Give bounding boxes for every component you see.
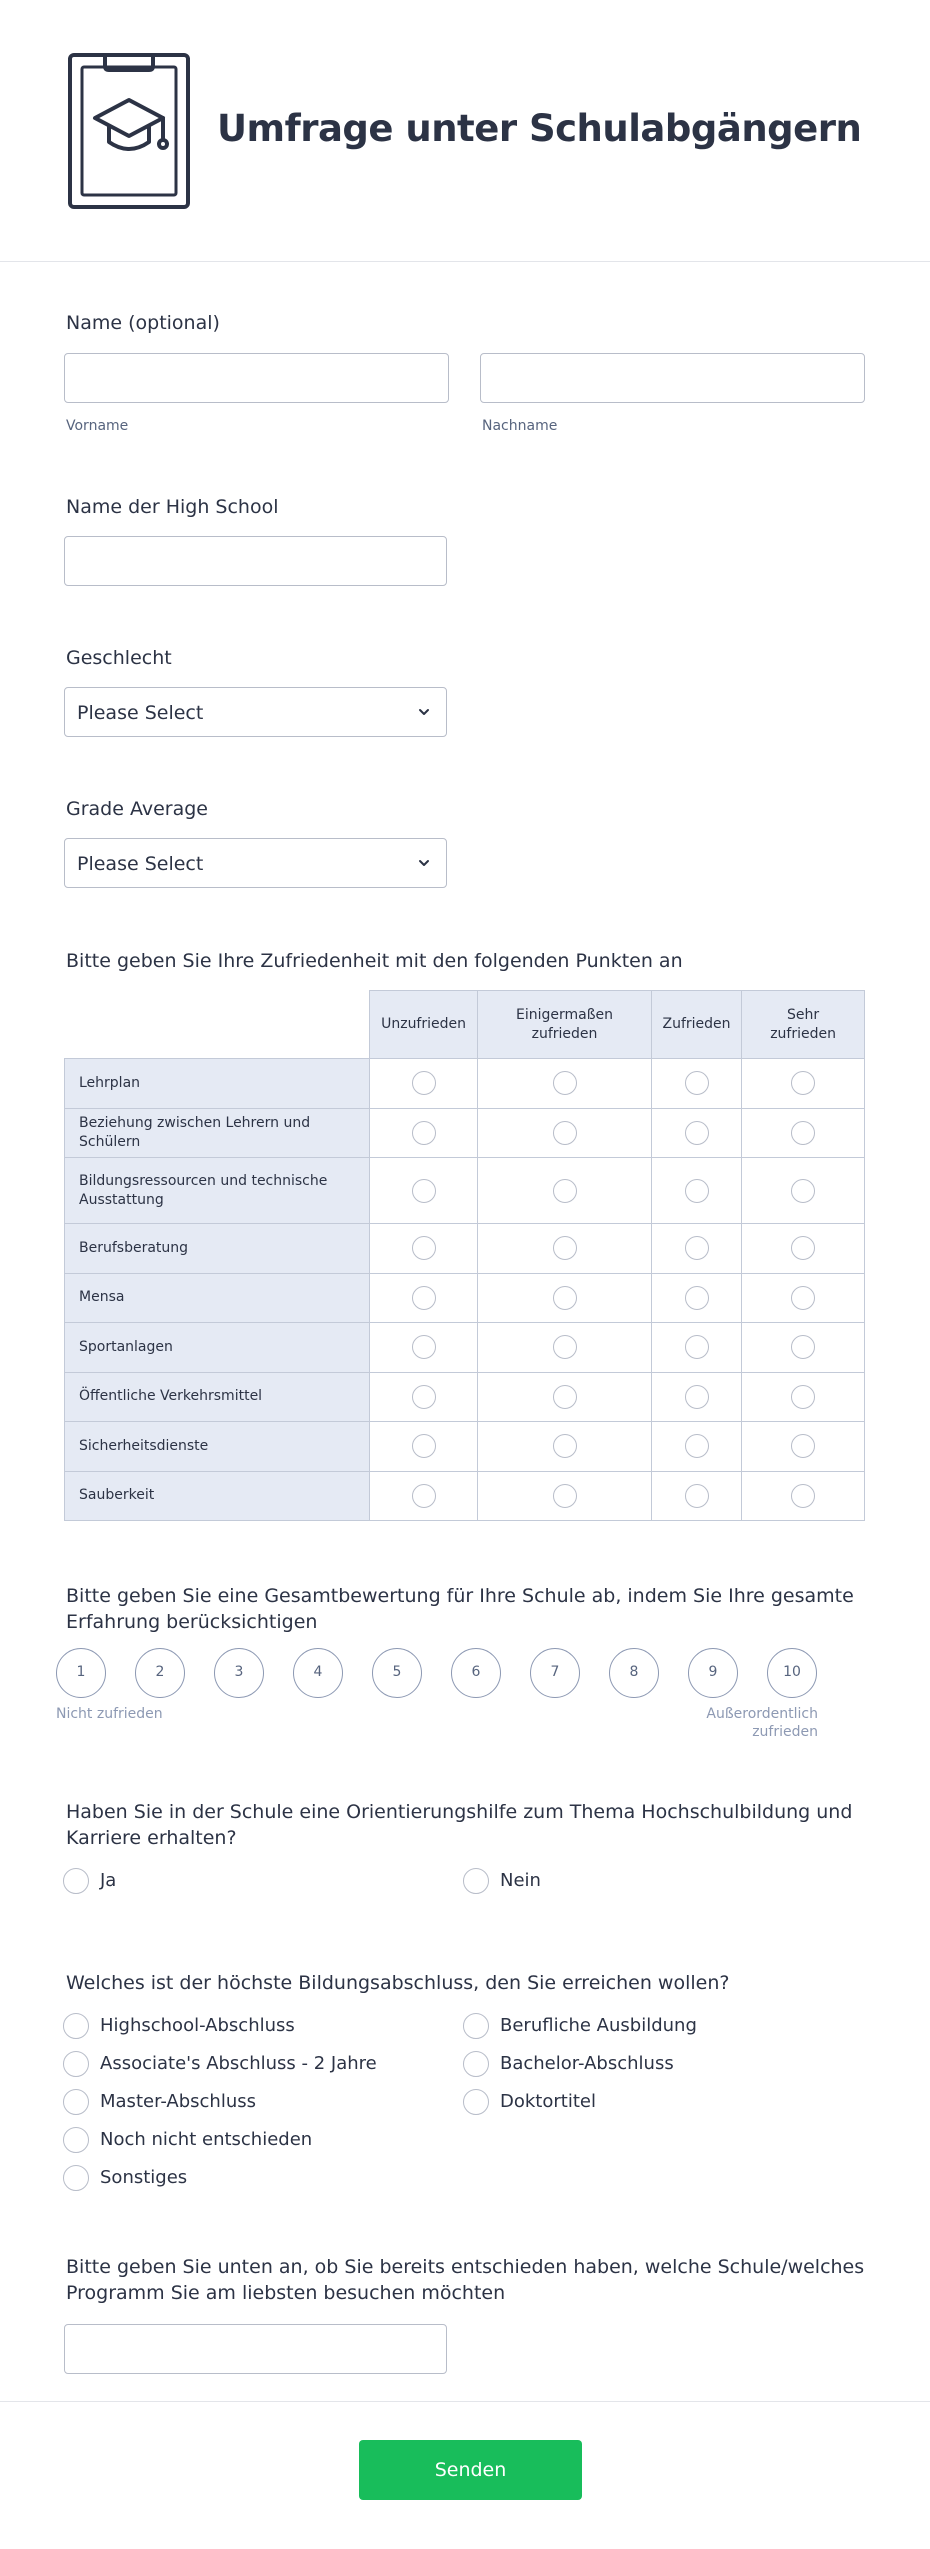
matrix-col-header: Unzufrieden (369, 991, 477, 1059)
matrix-radio[interactable] (553, 1236, 577, 1260)
rating-option[interactable]: 10 (767, 1648, 817, 1698)
radio-circle[interactable] (463, 1868, 489, 1894)
matrix-col-header: Einigermaßen zufrieden (478, 991, 652, 1059)
matrix-radio[interactable] (412, 1071, 436, 1095)
matrix-radio[interactable] (412, 1121, 436, 1145)
matrix-row-label: Beziehung zwischen Lehrern und Schülern (65, 1108, 370, 1158)
matrix-row-label: Sportanlagen (65, 1323, 370, 1373)
gender-select-value: Please Select (77, 702, 204, 724)
matrix-row-label: Mensa (65, 1273, 370, 1323)
gender-label: Geschlecht (66, 647, 172, 669)
gender-select[interactable] (64, 687, 447, 737)
matrix-row-label: Berufsberatung (65, 1224, 370, 1274)
matrix-radio[interactable] (791, 1121, 815, 1145)
matrix-radio[interactable] (685, 1335, 709, 1359)
option-label: Doktortitel (500, 2091, 596, 2112)
radio-circle[interactable] (463, 2089, 489, 2115)
matrix-radio[interactable] (412, 1236, 436, 1260)
matrix-row-label: Öffentliche Verkehrsmittel (65, 1372, 370, 1422)
chevron-down-icon (416, 704, 432, 720)
option-label: Bachelor-Abschluss (500, 2053, 674, 2074)
matrix-radio[interactable] (553, 1385, 577, 1409)
matrix-radio[interactable] (553, 1434, 577, 1458)
rating-option[interactable]: 8 (609, 1648, 659, 1698)
radio-circle[interactable] (63, 2165, 89, 2191)
rating-label: Bitte geben Sie eine Gesamtbewertung für Ihre Schule ab, indem Sie Ihre gesamte Erfahrung berücksichtigen (66, 1585, 854, 1633)
guidance-label: Haben Sie in der Schule eine Orientierungshilfe zum Thema Hochschulbildung und Karriere erhalten? (66, 1801, 853, 1849)
matrix-radio[interactable] (685, 1071, 709, 1095)
matrix-radio[interactable] (791, 1236, 815, 1260)
matrix-radio[interactable] (791, 1434, 815, 1458)
radio-circle[interactable] (63, 2051, 89, 2077)
option-label: Master-Abschluss (100, 2091, 257, 2112)
rating-high-label: Außerordentlich zufrieden (706, 1706, 818, 1740)
rating-option[interactable]: 1 (56, 1648, 106, 1698)
radio-circle[interactable] (63, 1868, 89, 1894)
matrix-radio[interactable] (685, 1236, 709, 1260)
matrix-radio[interactable] (553, 1286, 577, 1310)
matrix-row-label: Sauberkeit (65, 1471, 370, 1521)
option-label: Ja (100, 1870, 117, 1891)
grade-label: Grade Average (66, 798, 208, 820)
satisfaction-matrix (64, 990, 865, 1521)
matrix-radio[interactable] (685, 1286, 709, 1310)
matrix-radio[interactable] (791, 1484, 815, 1508)
form-footer (0, 2401, 930, 2549)
matrix-radio[interactable] (791, 1286, 815, 1310)
matrix-radio[interactable] (791, 1179, 815, 1203)
option-label: Berufliche Ausbildung (500, 2015, 697, 2036)
matrix-radio[interactable] (412, 1385, 436, 1409)
satisfaction-label: Bitte geben Sie Ihre Zufriedenheit mit den folgenden Punkten an (66, 950, 683, 972)
first-name-input[interactable] (64, 353, 449, 403)
matrix-radio[interactable] (553, 1121, 577, 1145)
submit-button[interactable]: Senden (359, 2440, 582, 2500)
matrix-radio[interactable] (685, 1121, 709, 1145)
rating-option[interactable]: 2 (135, 1648, 185, 1698)
option-label: Sonstiges (100, 2167, 188, 2188)
highschool-input[interactable] (64, 536, 447, 586)
form-title: Umfrage unter Schulabgängern (217, 107, 862, 150)
graduation-clipboard-icon (67, 52, 191, 210)
radio-circle[interactable] (463, 2051, 489, 2077)
rating-option[interactable]: 9 (688, 1648, 738, 1698)
option-label: Noch nicht entschieden (100, 2129, 313, 2150)
matrix-radio[interactable] (553, 1071, 577, 1095)
matrix-radio[interactable] (412, 1335, 436, 1359)
matrix-radio[interactable] (791, 1071, 815, 1095)
option-label: Highschool-Abschluss (100, 2015, 295, 2036)
matrix-row-label: Sicherheitsdienste (65, 1422, 370, 1472)
first-name-sublabel: Vorname (66, 418, 129, 434)
last-name-sublabel: Nachname (482, 418, 558, 434)
radio-circle[interactable] (63, 2013, 89, 2039)
matrix-radio[interactable] (412, 1286, 436, 1310)
degree-label: Welches ist der höchste Bildungsabschluss, den Sie erreichen wollen? (66, 1972, 730, 1994)
grade-select-value: Please Select (77, 853, 204, 875)
rating-option[interactable]: 7 (530, 1648, 580, 1698)
matrix-radio[interactable] (685, 1179, 709, 1203)
matrix-radio[interactable] (685, 1484, 709, 1508)
matrix-radio[interactable] (553, 1484, 577, 1508)
last-name-input[interactable] (480, 353, 865, 403)
grade-select[interactable] (64, 838, 447, 888)
matrix-radio[interactable] (791, 1335, 815, 1359)
matrix-col-header: Zufrieden (651, 991, 741, 1059)
matrix-radio[interactable] (412, 1434, 436, 1458)
matrix-radio[interactable] (412, 1484, 436, 1508)
matrix-radio[interactable] (412, 1179, 436, 1203)
highschool-label: Name der High School (66, 496, 279, 518)
rating-option[interactable]: 4 (293, 1648, 343, 1698)
matrix-radio[interactable] (685, 1385, 709, 1409)
rating-option[interactable]: 3 (214, 1648, 264, 1698)
chevron-down-icon (416, 855, 432, 871)
option-label: Nein (500, 1870, 541, 1891)
matrix-radio[interactable] (791, 1385, 815, 1409)
rating-option[interactable]: 5 (372, 1648, 422, 1698)
matrix-radio[interactable] (553, 1335, 577, 1359)
rating-option[interactable]: 6 (451, 1648, 501, 1698)
matrix-col-header: Sehr zufrieden (742, 991, 865, 1059)
matrix-row-label: Lehrplan (65, 1059, 370, 1109)
name-label: Name (optional) (66, 312, 220, 334)
matrix-row-label: Bildungsressourcen und technische Ausstattung (65, 1158, 370, 1224)
matrix-radio[interactable] (685, 1434, 709, 1458)
matrix-corner (65, 991, 370, 1059)
rating-low-label: Nicht zufrieden (56, 1706, 163, 1722)
option-label: Associate's Abschluss - 2 Jahre (100, 2053, 377, 2074)
radio-circle[interactable] (463, 2013, 489, 2039)
matrix-radio[interactable] (553, 1179, 577, 1203)
radio-circle[interactable] (63, 2127, 89, 2153)
form-header (0, 0, 930, 262)
radio-circle[interactable] (63, 2089, 89, 2115)
school-choice-input[interactable] (64, 2324, 447, 2374)
school-choice-label: Bitte geben Sie unten an, ob Sie bereits entschieden haben, welche Schule/welches Programm Sie am liebsten besuchen möchten (66, 2256, 865, 2304)
